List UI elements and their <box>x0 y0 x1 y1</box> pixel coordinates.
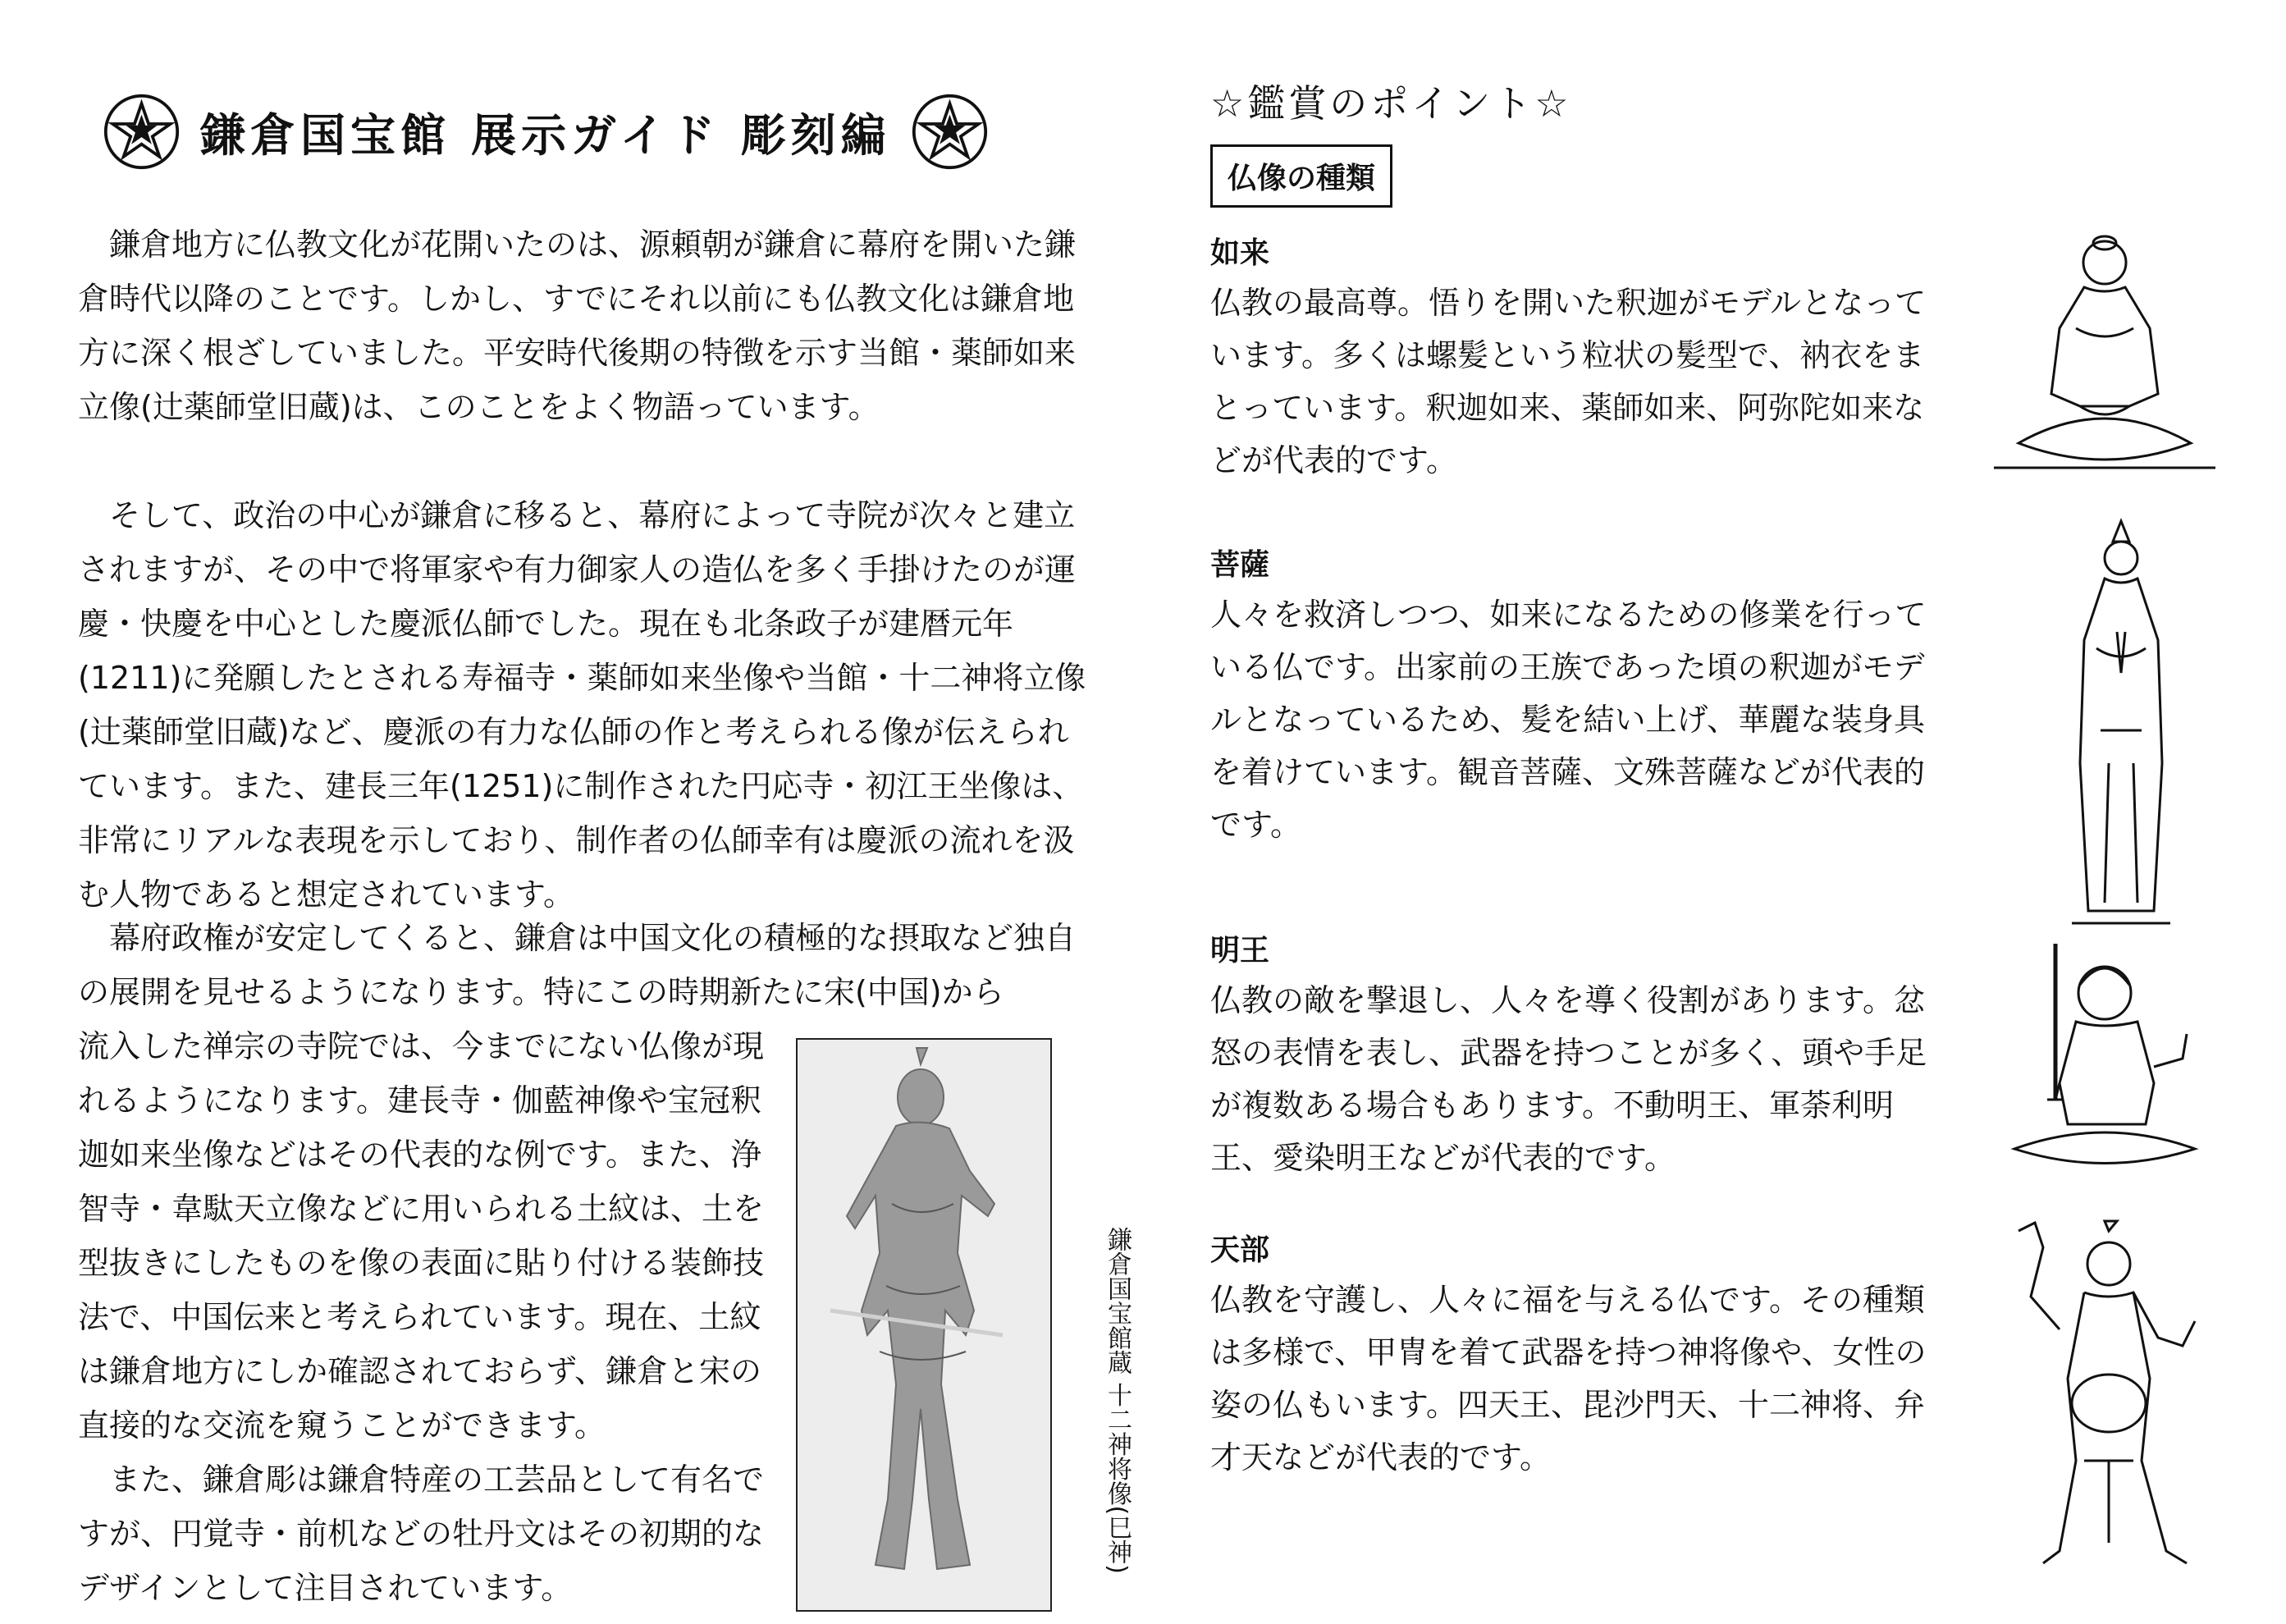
paragraph: また、鎌倉彫は鎌倉特産の工芸品として有名ですが、円覚寺・前机などの牡丹文はその初期的なデザインとして注目されています。 <box>78 1462 765 1606</box>
wisdom-king-icon <box>1990 936 2211 1182</box>
right-column <box>1210 66 2269 1584</box>
type-heading: 如来 <box>1210 236 1270 270</box>
guardian-deity-icon <box>1994 1215 2215 1576</box>
type-description: 人々を救済しつつ、如来になるための修業を行っている仏です。出家前の王族であった頃の釈迦がモデルとなっているため、髪を結い上げ、華麗な装身具を着けています。観音菩薩、文殊菩薩などが代表的です。 <box>1210 597 1927 843</box>
page-title: 鎌倉国宝館 展示ガイド 彫刻編 <box>200 108 891 162</box>
type-heading: 明王 <box>1210 934 1270 968</box>
type-description: 仏教を守護し、人々に福を与える仏です。その種類は多様で、甲冑を着て武器を持つ神将像や、女性の姿の仏もいます。四天王、毘沙門天、十二神将、弁才天などが代表的です。 <box>1210 1282 1927 1475</box>
standing-bodhisattva-icon <box>2039 517 2203 944</box>
star-crest-icon <box>103 93 181 171</box>
seated-buddha-icon <box>1986 230 2224 484</box>
section-title: ☆鑑賞のポイント☆ <box>1210 81 1572 126</box>
statue-photo <box>796 1038 1052 1612</box>
star-crest-icon <box>911 93 989 171</box>
photo-caption: 鎌倉国宝館蔵 十二神将像(巳神) <box>1103 1227 1132 1574</box>
type-description: 仏教の最高尊。悟りを開いた釈迦がモデルとなっています。多くは螺髪という粒状の髪型で、衲衣をまとっています。釈迦如来、薬師如来、阿弥陀如来などが代表的です。 <box>1210 285 1927 478</box>
paragraph: 幕府政権が安定してくると、鎌倉は中国文化の積極的な摂取など独自の展開を見せるようになります。特にこの時期新たに宋(中国)から <box>78 920 1077 1010</box>
paragraph: 鎌倉地方に仏教文化が花開いたのは、源頼朝が鎌倉に幕府を開いた鎌倉時代以降のことです。しかし、すでにそれ以前にも仏教文化は鎌倉地方に深く根ざしていました。平安時代後期の特徴を示す当館・薬師如来立像(辻薬師堂旧蔵)は、このことをよく物語っています。 <box>78 226 1077 425</box>
box-title: 仏像の種類 <box>1210 144 1392 208</box>
type-heading: 菩薩 <box>1210 548 1270 582</box>
type-description: 仏教の敵を撃退し、人々を導く役割があります。忿怒の表情を表し、武器を持つことが多く、頭や手足が複数ある場合もあります。不動明王、軍荼利明王、愛染明王などが代表的です。 <box>1210 982 1927 1176</box>
paragraph: そして、政治の中心が鎌倉に移ると、幕府によって寺院が次々と建立されますが、その中で将軍家や有力御家人の造仏を多く手掛けたのが運慶・快慶を中心とした慶派仏師でした。現在も北条政子が建暦元年(1211)に発願したとされる寿福寺・薬師如来坐像や当館・十二神将立像(辻薬師堂旧蔵)など、慶派の有力な仏師の作と考えられる像が伝えられています。また、建長三年(1251)に制作された円応寺・初江王坐像は、非常にリアルな表現を示しており、制作者の仏師幸有は慶派の流れを汲む人物であると想定されています。 <box>78 497 1086 913</box>
type-heading: 天部 <box>1210 1233 1270 1267</box>
header <box>103 86 1087 176</box>
left-column <box>78 78 1132 1606</box>
guardian-statue-image <box>798 1040 1050 1610</box>
paragraph: 流入した禅宗の寺院では、今までにない仏像が現れるようになります。建長寺・伽藍神像や宝冠釈迦如来坐像などはその代表的な例です。また、浄智寺・韋駄天立像などに用いられる土紋は、土を型抜きにしたものを像の表面に貼り付ける装飾技法で、中国伝来と考えられています。現在、土紋は鎌倉地方にしか確認されておらず、鎌倉と宋の直接的な交流を窺うことができます。 <box>78 1028 765 1443</box>
